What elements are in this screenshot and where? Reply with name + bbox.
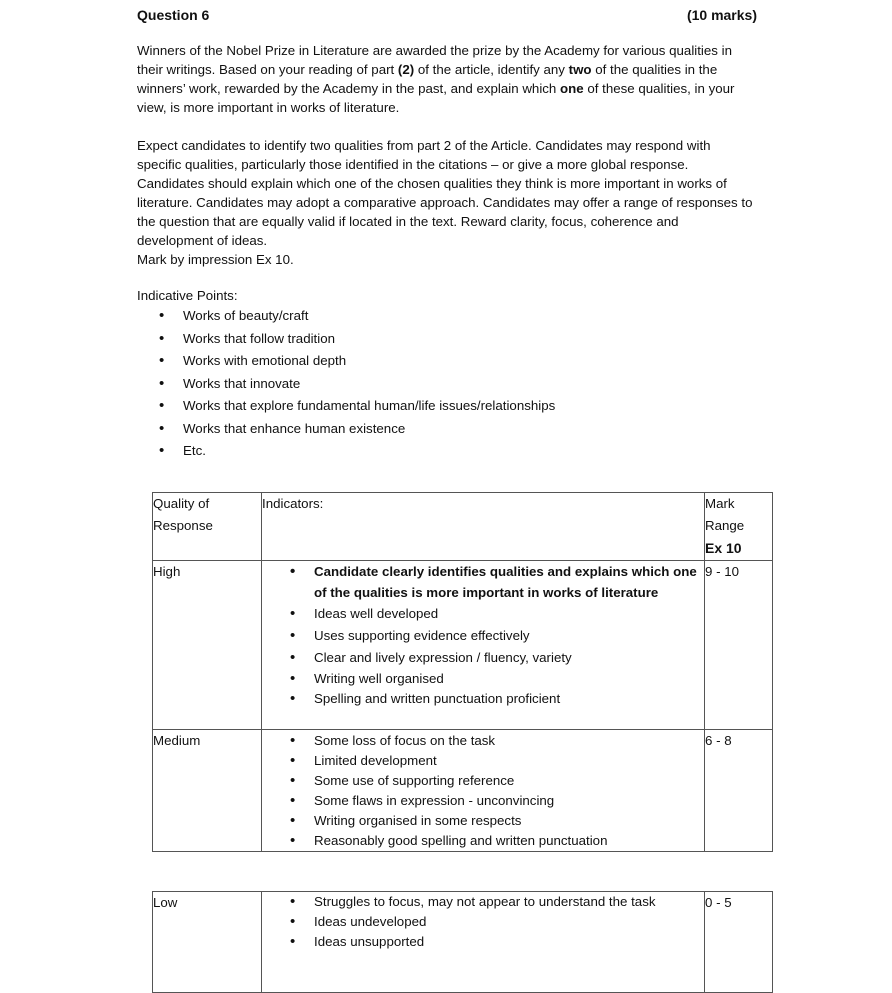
list-item: • Struggles to focus, may not appear to understand the task xyxy=(286,892,704,912)
indicative-points xyxy=(137,286,757,463)
list-item: • Works of beauty/craft xyxy=(137,305,757,328)
list-item: • Reasonably good spelling and written punctuation xyxy=(286,831,704,851)
header-mark-range xyxy=(705,493,773,561)
rubric-row-high xyxy=(153,561,773,730)
list-item: • Etc. xyxy=(137,440,757,463)
prompt-bold-part: (2) xyxy=(397,62,415,77)
level-indicators xyxy=(262,892,705,993)
header-quality-line2: Response xyxy=(153,518,213,533)
rubric-row-medium xyxy=(153,730,773,852)
list-item: • Works that innovate xyxy=(137,373,757,396)
rubric-header-row xyxy=(153,493,773,561)
question-marks: (10 marks) xyxy=(686,7,757,23)
prompt-bold-one: one xyxy=(560,81,584,96)
level-label: Low xyxy=(153,892,262,993)
high-indicator-list xyxy=(262,561,704,709)
low-indicator-list xyxy=(262,892,704,952)
list-item: • Some loss of focus on the task xyxy=(286,731,704,751)
level-indicators xyxy=(262,730,705,852)
rubric-row-low xyxy=(153,892,773,993)
indicative-list xyxy=(137,305,757,463)
list-item: • Candidate clearly identifies qualities and explains which one of the qualities is more important in works of literature xyxy=(286,561,704,603)
list-item: • Limited development xyxy=(286,751,704,771)
rubric-table xyxy=(152,492,773,852)
prompt-text-4: of these qualities, in your view, is more important in works of literature. xyxy=(137,81,735,115)
list-item: • Writing well organised xyxy=(286,669,704,689)
header-indicators: Indicators: xyxy=(262,493,705,561)
question-title: Question 6 xyxy=(137,7,210,23)
list-item: • Uses supporting evidence effectively xyxy=(286,625,704,647)
list-item: • Works with emotional depth xyxy=(137,350,757,373)
marker-guidance xyxy=(137,136,757,269)
list-item: • Writing organised in some respects xyxy=(286,811,704,831)
list-item: • Ideas well developed xyxy=(286,603,704,625)
medium-indicator-list xyxy=(262,730,704,851)
list-item: • Works that enhance human existence xyxy=(137,418,757,441)
list-item: • Ideas undeveloped xyxy=(286,912,704,932)
header-mark-line2: Range xyxy=(705,518,745,533)
level-label: High xyxy=(153,561,262,730)
list-item: • Spelling and written punctuation proficient xyxy=(286,689,704,709)
question-prompt xyxy=(137,41,757,117)
header-quality xyxy=(153,493,262,561)
prompt-text-2: of the article, identify any xyxy=(414,62,569,77)
header-mark-ex10: Ex 10 xyxy=(705,540,742,556)
header-quality-line1: Quality of xyxy=(153,496,210,511)
list-item: • Clear and lively expression / fluency, variety xyxy=(286,647,704,669)
list-item: • Some flaws in expression - unconvincing xyxy=(286,791,704,811)
list-item: • Works that explore fundamental human/life issues/relationships xyxy=(137,395,757,418)
level-range: 6 - 8 xyxy=(705,730,773,852)
level-range: 0 - 5 xyxy=(705,892,773,993)
guidance-text: Expect candidates to identify two qualities from part 2 of the Article. Candidates may respond with specific qualities, particularly those identified in the citations – or give a more global response. Candidates should explain which one of the chosen qualities they think is more important in works of literature. Candidates may adopt a comparative approach. Candidates may offer a range of responses to the question that are equally valid if located in the text. Reward clarity, focus, coherence and development of ideas. xyxy=(137,138,753,248)
prompt-bold-two: two xyxy=(568,62,592,77)
prompt-text-1: Winners of the Nobel Prize in Literature are awarded the prize by the Academy for various qualities in their writings. Based on your reading of part xyxy=(137,43,732,77)
rubric-table-low xyxy=(152,891,773,993)
prompt-text-3: of the qualities in the winners’ work, rewarded by the Academy in the past, and explain which xyxy=(137,62,718,96)
indicative-label: Indicative Points: xyxy=(137,288,238,303)
question-header xyxy=(137,7,757,27)
list-item: • Some use of supporting reference xyxy=(286,771,704,791)
mark-note: Mark by impression Ex 10. xyxy=(137,252,294,267)
list-item: • Ideas unsupported xyxy=(286,932,704,952)
header-mark-line1: Mark xyxy=(705,496,735,511)
level-range: 9 - 10 xyxy=(705,561,773,730)
level-indicators xyxy=(262,561,705,730)
list-item: • Works that follow tradition xyxy=(137,328,757,351)
level-label: Medium xyxy=(153,730,262,852)
